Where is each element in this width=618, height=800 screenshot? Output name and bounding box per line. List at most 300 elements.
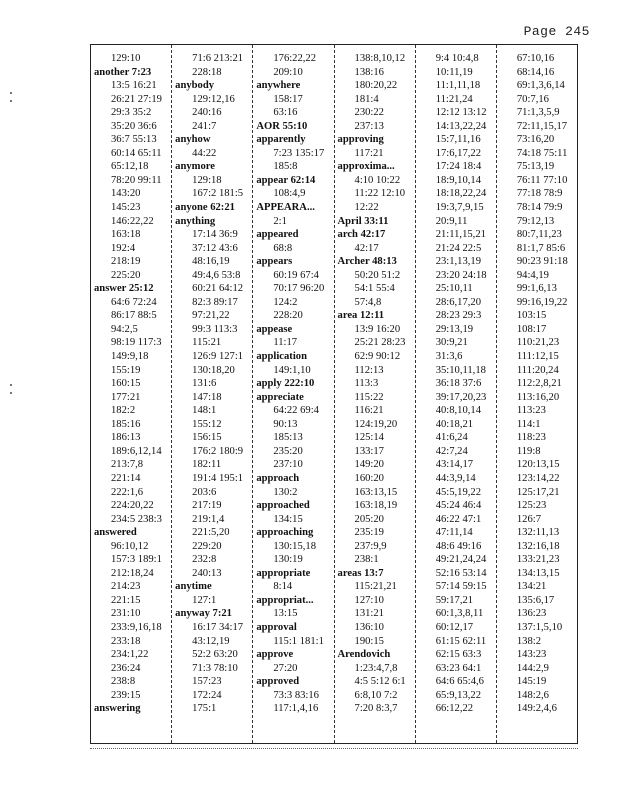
index-reference: 181:4: [354, 93, 379, 105]
index-reference: 149:9,18: [111, 351, 149, 363]
index-reference: 12:12 13:12: [435, 107, 487, 119]
index-reference: 237:9,9: [354, 540, 387, 552]
index-reference: 73:3 83:16: [273, 689, 319, 701]
index-reference: 28:6,17,20: [435, 296, 482, 308]
index-reference: 16:17 34:17: [192, 621, 244, 633]
index-reference: 176:22,22: [273, 53, 317, 64]
index-reference: 99:16,19,22: [516, 296, 568, 308]
index-headword: approxima...: [337, 161, 395, 173]
index-reference: 99:1,6,13: [516, 283, 557, 295]
index-reference: 36:7 55:13: [111, 134, 157, 146]
index-reference: 228:18: [192, 66, 222, 78]
index-reference: 74:18 75:11: [516, 147, 568, 159]
margin-mark: [10, 384, 12, 386]
index-headword: approved: [256, 676, 300, 688]
index-reference: 63:16: [273, 107, 298, 119]
index-reference: 156:15: [192, 432, 222, 444]
index-reference: 182:2: [111, 405, 136, 417]
index-reference: 49:21,24,24: [435, 554, 487, 566]
index-headword: appears: [256, 256, 293, 268]
index-reference: 75:13,19: [516, 161, 555, 173]
index-reference: 160:15: [111, 378, 141, 390]
index-reference: 239:15: [111, 689, 141, 701]
index-reference: 234:1,22: [111, 649, 149, 661]
index-reference: 4:10 10:22: [354, 174, 401, 186]
index-column: [252, 45, 333, 743]
index-reference: 149:20: [354, 459, 384, 471]
index-reference: 65:12,18: [111, 161, 149, 173]
index-column: [334, 45, 415, 743]
index-reference: 190:15: [354, 635, 384, 647]
index-reference: 221:15: [111, 594, 141, 606]
index-reference: 209:10: [273, 66, 303, 78]
index-reference: 233:18: [111, 635, 141, 647]
index-reference: 113:16,20: [516, 391, 560, 403]
index-reference: 42:7,24: [435, 445, 468, 457]
index-reference: 78:20 99:11: [111, 174, 162, 186]
index-reference: 145:19: [516, 676, 547, 688]
index-headword: approach: [256, 472, 300, 484]
index-reference: 70:7,16: [516, 93, 549, 105]
index-reference: 138:8,10,12: [354, 53, 406, 64]
index-reference: 6:8,10 7:2: [354, 689, 398, 701]
index-reference: 86:17 88:5: [111, 310, 157, 322]
index-headword: approval: [256, 621, 297, 633]
index-reference: 72:11,15,17: [516, 120, 568, 132]
index-reference: 23:20 24:18: [435, 269, 487, 281]
index-reference: 241:7: [192, 120, 217, 132]
index-reference: 90:23 91:18: [516, 256, 568, 268]
index-reference: 111:12,15: [516, 351, 559, 363]
index-reference: 13:15: [273, 608, 298, 620]
index-reference: 176:2 180:9: [192, 445, 244, 457]
index-reference: 52:16 53:14: [435, 567, 487, 579]
index-headword: approving: [337, 134, 384, 146]
index-reference: 11:17: [273, 337, 298, 349]
index-headword: answered: [94, 527, 137, 539]
index-reference: 138:16: [354, 66, 384, 78]
index-reference: 68:8: [273, 242, 293, 254]
index-reference: 25:10,11: [435, 283, 473, 295]
index-reference: 9:4 10:4,8: [435, 53, 479, 64]
index-reference: 82:3 89:17: [192, 296, 238, 308]
index-reference: 126:7: [516, 513, 541, 525]
index-reference: 143:23: [516, 649, 547, 661]
index-reference: 40:8,10,14: [435, 405, 482, 417]
index-reference: 96:10,12: [111, 540, 149, 552]
word-index-table: [90, 44, 578, 744]
index-reference: 236:24: [111, 662, 141, 674]
index-reference: 27:20: [273, 662, 298, 674]
index-reference: 43:14,17: [435, 459, 474, 471]
index-reference: 233:9,16,18: [111, 621, 162, 633]
index-reference: 44:22: [192, 147, 217, 159]
index-reference: 160:20: [354, 472, 384, 484]
index-reference: 132:11,13: [516, 527, 560, 539]
index-reference: 135:6,17: [516, 594, 555, 606]
index-reference: 131:21: [354, 608, 384, 620]
index-headword: answering: [94, 703, 141, 715]
index-headword: anything: [175, 215, 216, 227]
index-reference: 119:8: [516, 445, 541, 457]
index-reference: 31:3,6: [435, 351, 463, 363]
index-reference: 110:21,23: [516, 337, 560, 349]
index-reference: 103:15: [516, 310, 547, 322]
index-reference: 108:17: [516, 323, 547, 335]
index-reference: 18:18,22,24: [435, 188, 487, 200]
index-reference: 35:20 36:6: [111, 120, 157, 132]
index-reference: 157:23: [192, 676, 222, 688]
index-reference: 115:21: [192, 337, 222, 349]
bottom-rule: [90, 748, 578, 750]
index-headword: another 7:23: [94, 66, 152, 78]
index-reference: 116:21: [354, 405, 384, 417]
index-headword: apparently: [256, 134, 306, 146]
index-reference: 4:5 5:12 6:1: [354, 676, 406, 688]
index-reference: 238:1: [354, 554, 379, 566]
index-reference: 114:1: [516, 418, 541, 430]
index-reference: 129:10: [111, 53, 141, 64]
index-reference: 240:13: [192, 567, 222, 579]
index-reference: 115:22: [354, 391, 384, 403]
index-headword: Archer 48:13: [337, 256, 397, 268]
index-reference: 120:13,15: [516, 459, 560, 471]
index-reference: 113:23: [516, 405, 546, 417]
index-reference: 117:21: [354, 147, 384, 159]
index-reference: 221:14: [111, 472, 141, 484]
index-reference: 14:13,22,24: [435, 120, 487, 132]
index-headword: appreciate: [256, 391, 304, 403]
index-headword: anyone 62:21: [175, 202, 235, 214]
index-reference: 37:12 43:6: [192, 242, 238, 254]
index-reference: 126:9 127:1: [192, 351, 244, 363]
index-reference: 228:20: [273, 310, 303, 322]
index-reference: 63:23 64:1: [435, 662, 482, 674]
index-reference: 54:1 55:4: [354, 283, 395, 295]
index-headword: Arendovich: [337, 649, 391, 661]
index-headword: anyway 7:21: [175, 608, 232, 620]
index-reference: 238:8: [111, 676, 136, 688]
index-reference: 76:11 77:10: [516, 174, 568, 186]
index-reference: 118:23: [516, 432, 546, 444]
index-reference: 149:1,10: [273, 364, 311, 376]
index-reference: 68:14,16: [516, 66, 555, 78]
index-reference: 17:24 18:4: [435, 161, 482, 173]
index-reference: 8:14: [273, 581, 293, 593]
index-reference: 17:14 36:9: [192, 229, 238, 241]
index-reference: 29:3 35:2: [111, 107, 152, 119]
index-reference: 167:2 181:5: [192, 188, 244, 200]
index-headword: anyhow: [175, 134, 211, 146]
index-reference: 224:20,22: [111, 500, 154, 512]
index-reference: 217:19: [192, 500, 222, 512]
index-reference: 97:21,22: [192, 310, 230, 322]
index-reference: 13:9 16:20: [354, 323, 401, 335]
index-reference: 7:20 8:3,7: [354, 703, 398, 715]
index-reference: 60:19 67:4: [273, 269, 319, 281]
index-reference: 136:23: [516, 608, 547, 620]
index-reference: 57:4,8: [354, 296, 382, 308]
index-reference: 219:1,4: [192, 513, 225, 525]
index-reference: 163:13,15: [354, 486, 398, 498]
index-reference: 60:12,17: [435, 621, 474, 633]
index-reference: 155:19: [111, 364, 141, 376]
index-reference: 15:7,11,16: [435, 134, 481, 146]
index-reference: 19:3,7,9,15: [435, 202, 484, 214]
index-reference: 94:2,5: [111, 323, 138, 335]
index-reference: 39:17,20,23: [435, 391, 487, 403]
index-reference: 240:16: [192, 107, 222, 119]
index-reference: 48:6 49:16: [435, 540, 482, 552]
index-column: [496, 45, 577, 743]
margin-mark: [10, 100, 12, 102]
index-reference: 163:18: [111, 229, 141, 241]
index-reference: 11:21,24: [435, 93, 473, 105]
index-reference: 64:22 69:4: [273, 405, 319, 417]
index-reference: 50:20 51:2: [354, 269, 401, 281]
index-headword: appear 62:14: [256, 174, 316, 186]
index-headword: appropriat...: [256, 594, 314, 606]
index-reference: 186:13: [111, 432, 141, 444]
index-reference: 129:18: [192, 174, 222, 186]
index-reference: 90:13: [273, 418, 298, 430]
index-reference: 71:6 213:21: [192, 53, 244, 64]
index-headword: appease: [256, 323, 293, 335]
index-reference: 36:18 37:6: [435, 378, 482, 390]
index-reference: 191:4 195:1: [192, 472, 244, 484]
index-reference: 158:17: [273, 93, 303, 105]
index-reference: 148:1: [192, 405, 217, 417]
index-reference: 112:13: [354, 364, 384, 376]
index-reference: 134:15: [273, 513, 303, 525]
index-reference: 18:9,10,14: [435, 174, 482, 186]
index-reference: 212:18,24: [111, 567, 154, 579]
page-number: Page 245: [523, 24, 590, 39]
index-reference: 148:2,6: [516, 689, 549, 701]
index-reference: 26:21 27:19: [111, 93, 162, 105]
index-reference: 130:2: [273, 486, 298, 498]
index-reference: 125:23: [516, 500, 547, 512]
index-reference: 203:6: [192, 486, 217, 498]
index-reference: 147:18: [192, 391, 222, 403]
index-reference: 11:1,11,18: [435, 80, 481, 92]
index-headword: apply 222:10: [256, 378, 315, 390]
index-reference: 40:18,21: [435, 418, 474, 430]
index-reference: 149:2,4,6: [516, 703, 557, 715]
index-reference: 13:5 16:21: [111, 80, 157, 92]
index-reference: 124:19,20: [354, 418, 398, 430]
index-reference: 146:22,22: [111, 215, 154, 227]
index-reference: 67:10,16: [516, 53, 555, 64]
index-reference: 21:24 22:5: [435, 242, 482, 254]
index-reference: 185:8: [273, 161, 298, 173]
index-reference: 134:21: [516, 581, 547, 593]
index-reference: 11:22 12:10: [354, 188, 406, 200]
index-reference: 231:10: [111, 608, 141, 620]
index-reference: 49:4,6 53:8: [192, 269, 241, 281]
index-reference: 61:15 62:11: [435, 635, 487, 647]
index-headword: approve: [256, 649, 294, 661]
index-reference: 42:17: [354, 242, 379, 254]
index-reference: 205:20: [354, 513, 384, 525]
index-reference: 221:5,20: [192, 527, 230, 539]
index-reference: 62:9 90:12: [354, 351, 401, 363]
index-reference: 35:10,11,18: [435, 364, 486, 376]
index-reference: 145:23: [111, 202, 141, 214]
index-reference: 30:9,21: [435, 337, 468, 349]
index-reference: 131:6: [192, 378, 217, 390]
index-reference: 17:6,17,22: [435, 147, 482, 159]
index-reference: 45:5,19,22: [435, 486, 482, 498]
index-reference: 77:18 78:9: [516, 188, 563, 200]
index-reference: 117:1,4,16: [273, 703, 319, 715]
index-reference: 10:11,19: [435, 66, 473, 78]
index-reference: 29:13,19: [435, 323, 474, 335]
index-reference: 73:16,20: [516, 134, 555, 146]
index-reference: 125:17,21: [516, 486, 560, 498]
index-headword: anybody: [175, 80, 215, 92]
index-reference: 144:2,9: [516, 662, 549, 674]
index-headword: AOR 55:10: [256, 120, 308, 132]
index-reference: 28:23 29:3: [435, 310, 482, 322]
index-reference: 94:4,19: [516, 269, 549, 281]
index-reference: 213:7,8: [111, 459, 144, 471]
index-headword: area 12:11: [337, 310, 385, 322]
index-reference: 60:1,3,8,11: [435, 608, 484, 620]
index-reference: 78:14 79:9: [516, 202, 563, 214]
index-reference: 99:3 113:3: [192, 323, 238, 335]
index-reference: 133:17: [354, 445, 384, 457]
index-reference: 237:10: [273, 459, 303, 471]
index-reference: 124:2: [273, 296, 298, 308]
index-reference: 115:1 181:1: [273, 635, 324, 647]
index-reference: 20:9,11: [435, 215, 468, 227]
index-headword: approaching: [256, 527, 314, 539]
index-reference: 71:3 78:10: [192, 662, 238, 674]
index-reference: 175:1: [192, 703, 217, 715]
index-reference: 234:5 238:3: [111, 513, 162, 525]
index-reference: 2:1: [273, 215, 287, 227]
index-reference: 47:11,14: [435, 527, 473, 539]
index-reference: 65:9,13,22: [435, 689, 482, 701]
index-reference: 111:20,24: [516, 364, 559, 376]
index-headword: anymore: [175, 161, 215, 173]
index-column: [415, 45, 496, 743]
index-reference: 155:12: [192, 418, 222, 430]
index-reference: 222:1,6: [111, 486, 144, 498]
index-reference: 23:1,13,19: [435, 256, 482, 268]
margin-mark: [10, 92, 12, 94]
index-headword: April 33:11: [337, 215, 389, 227]
index-reference: 134:13,15: [516, 567, 560, 579]
index-reference: 79:12,13: [516, 215, 555, 227]
index-reference: 137:1,5,10: [516, 621, 563, 633]
index-reference: 127:1: [192, 594, 217, 606]
index-reference: 71:1,3,5,9: [516, 107, 560, 119]
index-reference: 229:20: [192, 540, 222, 552]
index-reference: 62:15 63:3: [435, 649, 482, 661]
index-reference: 163:18,19: [354, 500, 398, 512]
index-reference: 12:22: [354, 202, 379, 214]
index-reference: 25:21 28:23: [354, 337, 406, 349]
index-reference: 46:22 47:1: [435, 513, 482, 525]
index-reference: 70:17 96:20: [273, 283, 325, 295]
index-reference: 123:14,22: [516, 472, 560, 484]
index-reference: 235:19: [354, 527, 384, 539]
index-reference: 43:12,19: [192, 635, 230, 647]
index-reference: 1:23:4,7,8: [354, 662, 398, 674]
index-reference: 112:2,8,21: [516, 378, 562, 390]
index-reference: 189:6,12,14: [111, 445, 162, 457]
index-reference: 66:12,22: [435, 703, 474, 715]
index-reference: 177:21: [111, 391, 141, 403]
index-reference: 115:21,21: [354, 581, 397, 593]
index-headword: anywhere: [256, 80, 301, 92]
index-reference: 45:24 46:4: [435, 500, 482, 512]
index-reference: 214:23: [111, 581, 141, 593]
index-reference: 130:19: [273, 554, 303, 566]
index-reference: 41:6,24: [435, 432, 468, 444]
index-headword: APPEARA...: [256, 202, 315, 214]
index-headword: appeared: [256, 229, 299, 241]
index-reference: 182:11: [192, 459, 222, 471]
index-reference: 232:8: [192, 554, 217, 566]
index-column: [171, 45, 252, 743]
margin-mark: [10, 392, 12, 394]
index-headword: anytime: [175, 581, 212, 593]
index-column: [91, 45, 171, 743]
index-reference: 138:2: [516, 635, 541, 647]
index-reference: 225:20: [111, 269, 141, 281]
index-reference: 235:20: [273, 445, 303, 457]
index-reference: 185:13: [273, 432, 303, 444]
index-reference: 64:6 65:4,6: [435, 676, 484, 688]
index-headword: application: [256, 351, 307, 363]
index-reference: 81:1,7 85:6: [516, 242, 566, 254]
index-reference: 60:14 65:11: [111, 147, 162, 159]
index-reference: 130:15,18: [273, 540, 317, 552]
index-reference: 98:19 117:3: [111, 337, 162, 349]
index-headword: appropriate: [256, 567, 311, 579]
index-reference: 133:21,23: [516, 554, 560, 566]
index-headword: answer 25:12: [94, 283, 154, 295]
index-reference: 157:3 189:1: [111, 554, 162, 566]
index-headword: arch 42:17: [337, 229, 386, 241]
index-reference: 127:10: [354, 594, 384, 606]
index-reference: 218:19: [111, 256, 141, 268]
index-reference: 130:18,20: [192, 364, 235, 376]
index-reference: 185:16: [111, 418, 141, 430]
index-reference: 7:23 135:17: [273, 147, 325, 159]
index-reference: 192:4: [111, 242, 136, 254]
index-reference: 57:14 59:15: [435, 581, 487, 593]
index-reference: 64:6 72:24: [111, 296, 157, 308]
index-reference: 125:14: [354, 432, 384, 444]
index-reference: 129:12,16: [192, 93, 235, 105]
index-reference: 80:7,11,23: [516, 229, 562, 241]
index-reference: 237:13: [354, 120, 384, 132]
index-reference: 108:4,9: [273, 188, 306, 200]
index-reference: 136:10: [354, 621, 384, 633]
index-reference: 172:24: [192, 689, 222, 701]
index-reference: 69:1,3,6,14: [516, 80, 565, 92]
index-reference: 132:16,18: [516, 540, 560, 552]
index-headword: approached: [256, 500, 310, 512]
index-reference: 60:21 64:12: [192, 283, 244, 295]
index-headword: areas 13:7: [337, 567, 384, 579]
index-reference: 21:11,15,21: [435, 229, 486, 241]
index-reference: 44:3,9,14: [435, 472, 476, 484]
